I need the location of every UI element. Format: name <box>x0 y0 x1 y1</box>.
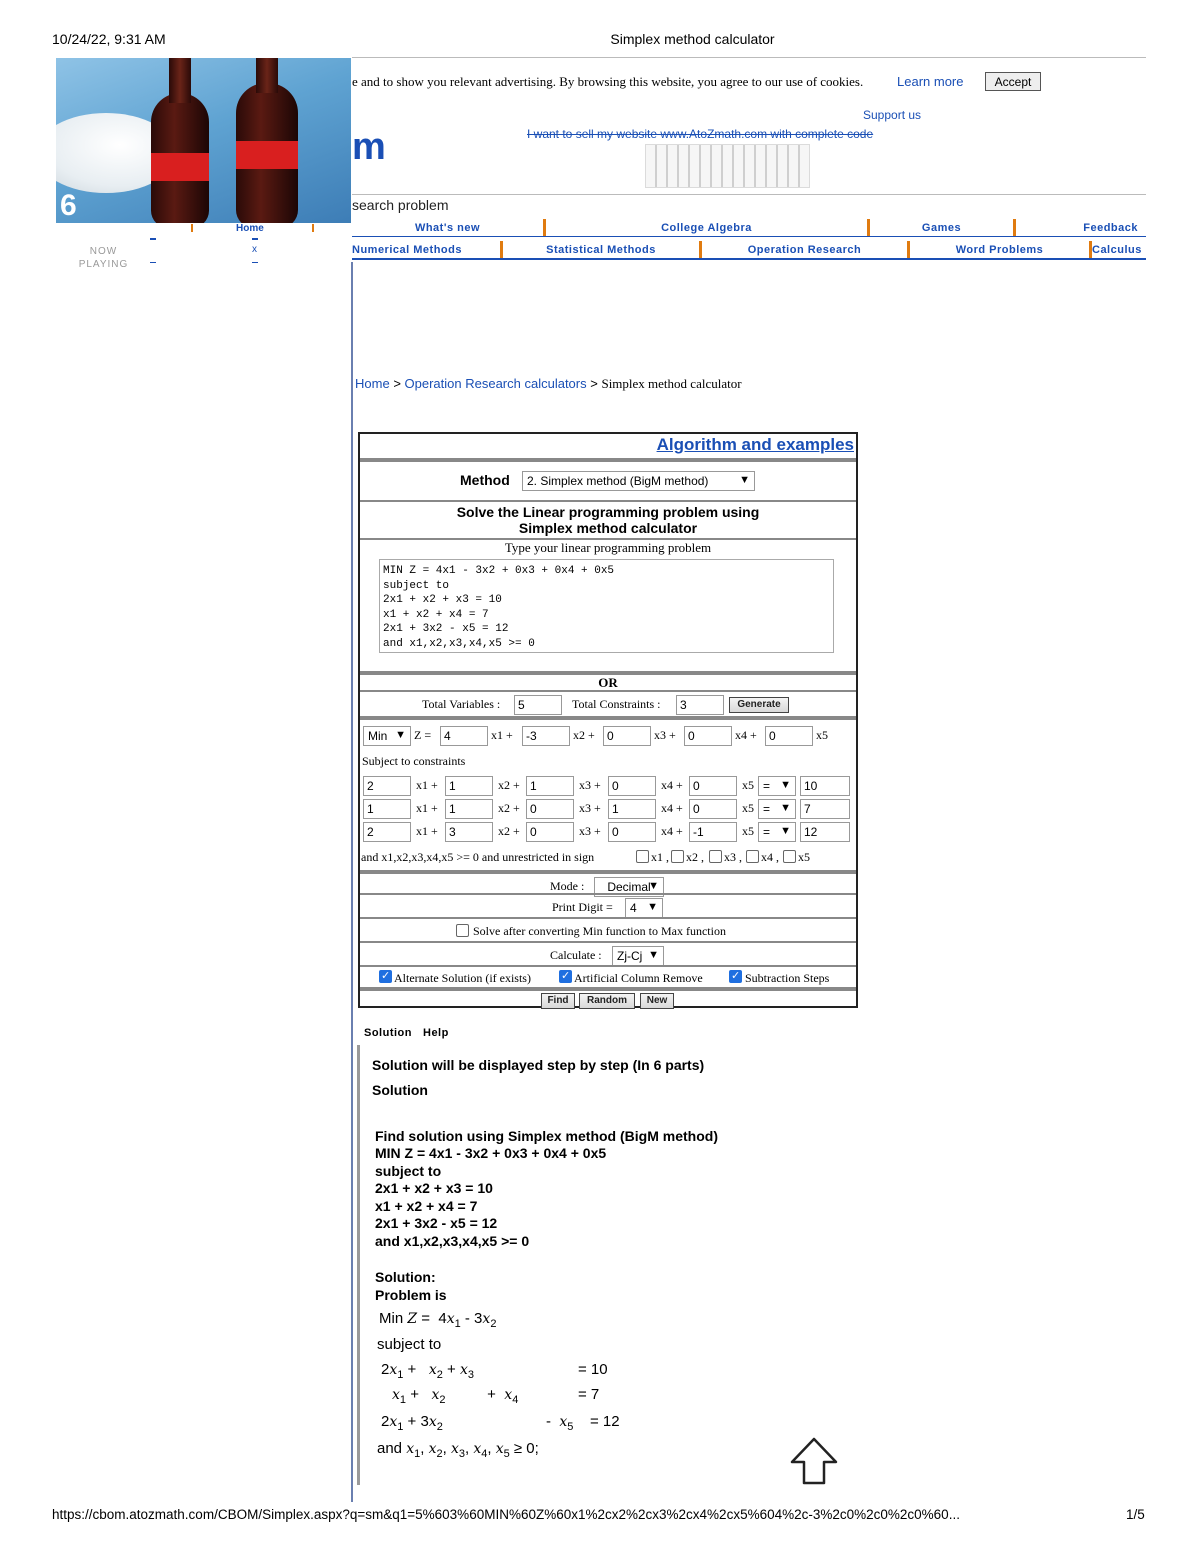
objective-var-label: x4 + <box>735 728 757 742</box>
problem-statement: MIN Z = 4x1 - 3x2 + 0x3 + 0x4 + 0x5 subject to 2x1 + x2 + x3 = 10 x1 + x2 + x4 = 7 2x1 + 3x2 - x5 = 12 and x1,x2,x3,x4,x5 >= 0 <box>375 1145 607 1249</box>
problem-textarea[interactable]: MIN Z = 4x1 - 3x2 + 0x3 + 0x4 + 0x5 subject to 2x1 + x2 + x3 = 10 x1 + x2 + x4 = 7 2x1 + 3x2 - x5 = 12 and x1,x2,x3,x4,x5 >= 0 <box>379 559 834 653</box>
constraint-var-label: x4 + <box>661 778 683 792</box>
constraint-3-coeff-x5[interactable]: -1 <box>689 822 737 842</box>
constraint-3-coeff-x2[interactable]: 3 <box>445 822 493 842</box>
objective-type-select[interactable]: Min ▼ <box>363 726 411 746</box>
nav-college-algebra[interactable]: College Algebra <box>546 219 870 236</box>
nav-operation-research[interactable]: Operation Research <box>702 241 910 258</box>
nav-numerical-methods[interactable]: Numerical Methods <box>352 241 503 258</box>
constraint-var-label: x4 + <box>661 824 683 838</box>
math-subject-to: subject to <box>377 1336 442 1353</box>
objective-var-label: x1 + <box>491 728 513 742</box>
learn-more-link[interactable]: Learn more <box>897 74 964 89</box>
unrestricted-label: x5 <box>798 850 810 864</box>
constraint-1-coeff-x4[interactable]: 0 <box>608 776 656 796</box>
cookie-text: e and to show you relevant advertising. By browsing this website, you agree to our use of cookies. <box>352 74 864 89</box>
constraint-var-label: x3 + <box>579 824 601 838</box>
chevron-down-icon: ▼ <box>780 779 791 791</box>
constraint-3-coeff-x1[interactable]: 2 <box>363 822 411 842</box>
nav-word-problems[interactable]: Word Problems <box>910 241 1092 258</box>
objective-var-label: x2 + <box>573 728 595 742</box>
constraint-var-label: x5 <box>742 801 754 815</box>
random-button[interactable]: Random <box>579 993 635 1009</box>
artificial-column-checkbox[interactable] <box>559 970 572 983</box>
constraint-var-label: x2 + <box>498 824 520 838</box>
type-row: Type your linear programming problem <box>360 538 856 558</box>
convert-checkbox[interactable] <box>456 924 469 937</box>
objective-coeff-x1[interactable]: 4 <box>440 726 488 746</box>
calculator-heading: Solve the Linear programming problem using Simplex method calculator <box>360 500 856 538</box>
math-constraint-3: $2x_1 + 3x_2$ <box>381 1413 443 1433</box>
constraint-var-label: x5 <box>742 778 754 792</box>
now-playing: NOW PLAYING <box>78 246 129 270</box>
objective-coeff-x2[interactable]: -3 <box>522 726 570 746</box>
options-row: ✓ Alternate Solution (if exists) ✓ Artificial Column Remove ✓ Subtraction Steps <box>360 965 856 987</box>
constraint-1-coeff-x3[interactable]: 1 <box>526 776 574 796</box>
math-rhs-2: = 7 <box>578 1386 600 1403</box>
action-row <box>360 987 856 1008</box>
chevron-down-icon: ▼ <box>780 802 791 814</box>
subtraction-steps-checkbox[interactable] <box>729 970 742 983</box>
logo-fragment[interactable]: m <box>352 126 386 168</box>
support-link[interactable]: Support us <box>863 108 922 122</box>
nav-calculus[interactable]: Calculus <box>1092 244 1142 256</box>
breadcrumb-operation-research[interactable]: Operation Research calculators <box>404 376 587 391</box>
constraint-3-sign-select[interactable]: = ▼ <box>758 822 796 842</box>
print-title: Simplex method calculator <box>610 31 775 47</box>
virtual-keyboard-icon[interactable] <box>645 144 810 188</box>
breadcrumb: Home > Operation Research calculators > Simplex method calculator <box>355 376 742 391</box>
video-badge: 6 <box>60 189 77 222</box>
constraint-var-label: x1 + <box>416 778 438 792</box>
digit-row: Print Digit = 4 ▼ <box>360 893 856 917</box>
model-table: Min ▼ Z = 4 x1 + -3 x2 + 0 x3 + 0 x4 + 0 x5 Subject to constraints 2 x1 + 1 x2 + 1 x3 + 0 x4 + 0 x5 = ▼ 10 1 x1 + 1 x2 + 0 x3 + 1 x4 + 0 x5 = ▼ 7 2 x1 + 3 x2 + 0 x3 + 0 x4 + -1 x5 = ▼ 12 and x1,x2,x3,x4,x5 >= 0 and unrestricted in sign x1 , x2 , x3 , x4 , x5 <box>360 716 856 870</box>
constraint-1-coeff-x2[interactable]: 1 <box>445 776 493 796</box>
subject-label: Subject to constraints <box>362 754 466 768</box>
constraint-1-coeff-x1[interactable]: 2 <box>363 776 411 796</box>
chevron-down-icon: ▼ <box>739 474 750 486</box>
unrestricted-x1-checkbox[interactable] <box>636 850 649 863</box>
math-rhs-3: = 12 <box>590 1413 620 1430</box>
size-row: Total Variables : 5 Total Constraints : 3 Generate <box>360 690 856 716</box>
math-rhs-1: = 10 <box>578 1361 608 1378</box>
solution-border <box>357 1045 360 1485</box>
total-constraints-input[interactable]: 3 <box>676 695 724 715</box>
constraint-3-coeff-x4[interactable]: 0 <box>608 822 656 842</box>
solution-tab[interactable]: Solution <box>364 1027 412 1039</box>
algorithm-link[interactable]: Algorithm and examples <box>656 435 854 454</box>
find-button[interactable]: Find <box>541 993 575 1009</box>
constraint-2-coeff-x5[interactable]: 0 <box>689 799 737 819</box>
calculate-select[interactable]: Zj-Cj ▼ <box>612 946 664 966</box>
unrestricted-label: x2 , <box>686 850 704 864</box>
constraint-2-coeff-x3[interactable]: 0 <box>526 799 574 819</box>
solution-intro: Solution will be displayed step by step (In 6 parts) <box>372 1057 705 1073</box>
constraint-var-label: x3 + <box>579 778 601 792</box>
generate-button[interactable]: Generate <box>729 697 789 713</box>
breadcrumb-current: Simplex method calculator <box>601 376 742 391</box>
constraint-3-rhs[interactable]: 12 <box>800 822 850 842</box>
solution-label: Solution: Problem is <box>375 1269 447 1303</box>
math-nonneg: and $x_1$, $x_2$, $x_3$, $x_4$, $x_5 \ge 0$; <box>377 1440 539 1460</box>
constraint-2-sign-select[interactable]: = ▼ <box>758 799 796 819</box>
constraint-2-coeff-x2[interactable]: 1 <box>445 799 493 819</box>
constraint-2-coeff-x1[interactable]: 1 <box>363 799 411 819</box>
unrestricted-label: x3 , <box>724 850 742 864</box>
constraint-var-label: x3 + <box>579 801 601 815</box>
mode-select[interactable]: Decimal ▼ <box>594 877 664 897</box>
method-select[interactable]: 2. Simplex method (BigM method) ▼ <box>522 471 755 491</box>
unrestricted-x3-checkbox[interactable] <box>709 850 722 863</box>
content-divider <box>351 262 353 1502</box>
convert-row: Solve after converting Min function to Max function <box>360 917 856 941</box>
constraint-var-label: x1 + <box>416 824 438 838</box>
constraint-1-sign-select[interactable]: = ▼ <box>758 776 796 796</box>
nav-statistical-methods[interactable]: Statistical Methods <box>503 241 702 258</box>
objective-coeff-x3[interactable]: 0 <box>603 726 651 746</box>
method-row <box>360 458 856 502</box>
solution-heading: Solution <box>372 1082 428 1098</box>
search-problem-text[interactable]: search problem <box>352 197 449 213</box>
nav-whats-new[interactable]: What's new <box>352 219 546 236</box>
calculator-panel <box>358 432 858 1008</box>
unrestricted-x2-checkbox[interactable] <box>671 850 684 863</box>
nav-feedback[interactable]: Feedback <box>1083 222 1138 234</box>
constraint-2-rhs[interactable]: 7 <box>800 799 850 819</box>
constraint-var-label: x5 <box>742 824 754 838</box>
calculate-row: Calculate : Zj-Cj ▼ <box>360 941 856 965</box>
nonneg-text: and x1,x2,x3,x4,x5 >= 0 and unrestricted in sign <box>361 850 595 864</box>
help-tab[interactable]: Help <box>423 1027 449 1039</box>
breadcrumb-home[interactable]: Home <box>355 376 390 391</box>
chevron-down-icon: ▼ <box>780 825 791 837</box>
print-digit-select[interactable]: 4 ▼ <box>625 898 663 918</box>
video-player[interactable] <box>56 58 351 223</box>
constraint-var-label: x2 + <box>498 801 520 815</box>
new-button[interactable]: New <box>640 993 674 1009</box>
total-variables-input[interactable]: 5 <box>514 695 562 715</box>
unrestricted-x5-checkbox[interactable] <box>783 850 796 863</box>
math-x5-term: - $x_5$ <box>546 1413 574 1433</box>
math-constraint-2: $x_1 + x_2$ + $x_4$ <box>392 1386 519 1406</box>
print-timestamp: 10/24/22, 9:31 AM <box>52 31 166 47</box>
constraint-var-label: x4 + <box>661 801 683 815</box>
x-fragment: x <box>252 244 257 255</box>
constraint-2-coeff-x4[interactable]: 1 <box>608 799 656 819</box>
unrestricted-x4-checkbox[interactable] <box>746 850 759 863</box>
math-objective: Min $Z = 4x_1 - 3x_2$ <box>379 1310 497 1330</box>
unrestricted-label: x1 , <box>651 850 669 864</box>
constraint-3-coeff-x3[interactable]: 0 <box>526 822 574 842</box>
footer-page: 1/5 <box>1126 1507 1145 1522</box>
footer-url: https://cbom.atozmath.com/CBOM/Simplex.aspx?q=sm&q1=5%603%60MIN%60Z%60x1%2cx2%2cx3%2cx4%2cx5%604%2c-3%2c0%2c0%2c0%60... <box>52 1507 960 1522</box>
top-nav <box>352 219 1146 237</box>
sell-website-link[interactable]: I want to sell my website www.AtoZmath.com with complete code <box>527 127 874 141</box>
objective-coeff-x5[interactable]: 0 <box>765 726 813 746</box>
subject-nav <box>352 241 1146 260</box>
objective-coeff-x4[interactable]: 0 <box>684 726 732 746</box>
mode-row: Mode : Decimal ▼ <box>360 870 856 894</box>
or-row: OR <box>360 671 856 691</box>
math-constraint-1: $2x_1 + x_2 + x_3$ <box>381 1361 474 1381</box>
home-fragment[interactable]: Home <box>236 223 264 234</box>
alternate-solution-checkbox[interactable] <box>379 970 392 983</box>
constraint-var-label: x2 + <box>498 778 520 792</box>
unrestricted-label: x4 , <box>761 850 779 864</box>
method-label: Method <box>460 472 510 488</box>
objective-var-label: x5 <box>816 728 828 742</box>
constraint-var-label: x1 + <box>416 801 438 815</box>
constraint-1-rhs[interactable]: 10 <box>800 776 850 796</box>
scroll-top-arrow-icon[interactable] <box>789 1437 839 1488</box>
nav-games[interactable]: Games <box>870 219 1016 236</box>
constraint-1-coeff-x5[interactable]: 0 <box>689 776 737 796</box>
find-heading: Find solution using Simplex method (BigM method) <box>375 1128 718 1144</box>
accept-button[interactable]: Accept <box>985 72 1041 91</box>
objective-var-label: x3 + <box>654 728 676 742</box>
